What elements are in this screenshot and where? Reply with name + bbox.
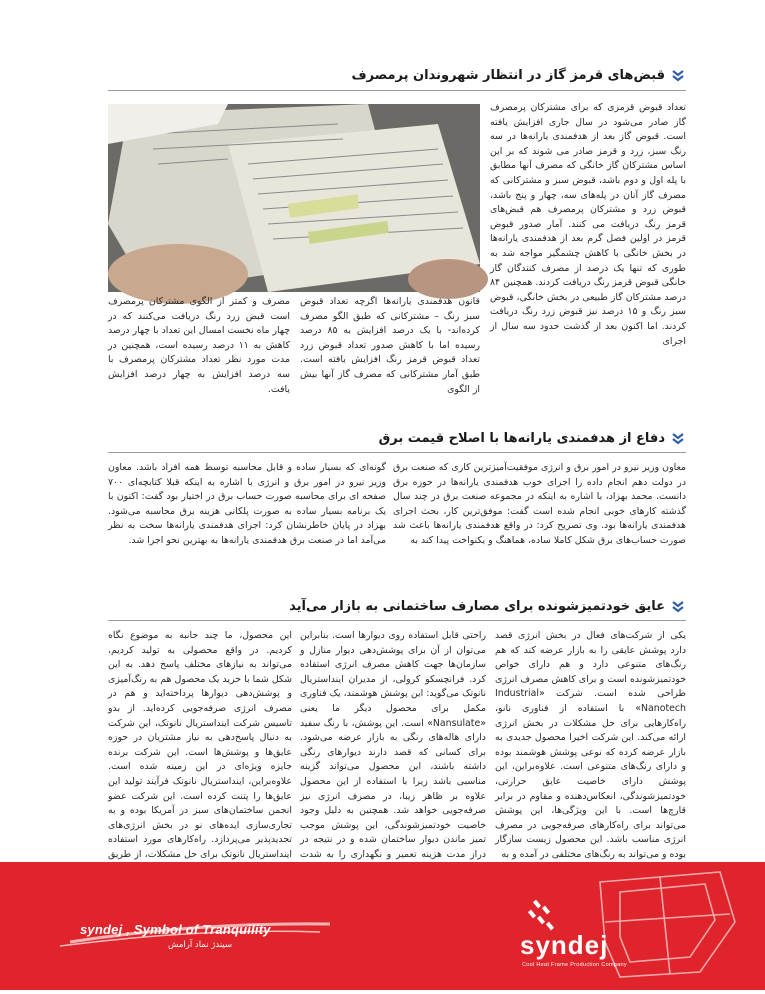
article2-title: دفاع از هدفمندی یارانه‌ها با اصلاح قیمت برق (378, 431, 665, 446)
article1-column-left: مصرف و کمتر از الگوی مشترکان پرمصرف است قبض زرد رنگ دریافت می‌کنند که در چهار ماه نخست امسال این تعداد با چهار درصد کاهش به ۱۱ درصد رسیده است، همچنین در مدت مورد نظر تعداد مشترکان پرمصرف با سه درصد افزایش به چهار درصد افزایش یافت. (108, 296, 290, 395)
footer-slogan: syndej , Symbol of Tranquility (80, 922, 271, 937)
gas-bills-photo (108, 104, 480, 292)
footer-slogan-fa: سیندژ نماد آرامش (168, 940, 233, 950)
article3-rule (108, 620, 686, 621)
article3-title: عایق خودتمیزشونده برای مصارف ساختمانی به بازار می‌آید (289, 599, 665, 614)
syndej-logo-icon (528, 900, 554, 931)
article3-column-middle: راحتی قابل استفاده روی دیوارها است. بنابراین می‌توان از آن برای پوشش‌دهی دیوار منازل و سازمان‌ها جهت کاهش مصرف انرژی استفاده کرد. فرانچسکو کرولی، از مدیران اینداستریال نانوتک می‌گوید: این پوشش هوشمند، یک فناوری مکمل برای محصول دیگر ما یعنی «Nansulate» است. این پوشش، با رنگ سفید دارای هاله‌های رنگی به بازار عرضه می‌شود. برای کسانی که قصد دارند دیوارهای رنگی داشته باشند، این محصول می‌تواند گزینه مناسبی باشد زیرا با استفاده از این محصول علاوه بر ظاهر زیبا، در مصرف انرژی نیز صرفه‌جویی خواهد شد. همچنین به دلیل وجود خاصیت خودتمیزشوندگی، این پوشش موجب تمیز ماندن دیوار ساختمان شده و در نتیجه در دراز مدت هزینه تعمیر و نگهداری را به شدت (300, 630, 486, 860)
chevron-down-icon (671, 432, 685, 446)
article1-column-middle: قانون هدفمندی یارانه‌ها اگرچه تعداد قبوض سبز رنگ – مشترکانی که طبق الگو مصرف کرده‌اند- با یک درصد افزایش به ۸۵ درصد رسیده اما با کاهش صدور تعداد قبوض زرد تعداد قبوض قرمز رنگ افزایش یافته است. طبق آمار مشترکانی که مصرف گاز آنها بیش از الگوی (300, 296, 480, 395)
article1-title: قبض‌های قرمز گاز در انتظار شهروندان پرمصرف (351, 68, 665, 83)
article2-heading (379, 431, 685, 446)
brand-subtitle: Cool Heat Frame Production Company (522, 962, 627, 968)
article2-column-middle: گونه‌ای که بسیار ساده و قابل محاسبه توسط همه افراد باشد. معاون وزیر نیرو در امور برق و انرژی با اشاره به اینکه قبلا کتابچه‌ای ۷۰۰ صفحه ای برای محاسبه صورت حساب برق در اختیار بود گفت: اکنون با یک برنامه بسیار ساده به صورت پلکانی هزینه برق محاسبه می‌شود. بهزاد در پایان خاطرنشان کرد: اجرای هدفمندی یارانه‌ها سخت به نظر می‌آمد اما در صنعت برق هدفمندی یارانه‌ها به بهترین نحو اجرا شد. (108, 462, 386, 546)
article3-heading (289, 599, 685, 614)
article1-heading (352, 68, 686, 83)
brand-logo-text: syndej (520, 930, 609, 960)
article1-rule (108, 90, 686, 91)
article1-column-right: تعداد قبوض قرمزی که برای مشترکان پرمصرف گاز صادر می‌شود در سال جاری افزایش یافته است. قبوض گاز بعد از هدفمندی یارانه‌ها در سه رنگ سبز، زرد و قرمز صادر می شوند که بر این اساس مشترکان گاز خانگی که مصرف آنها مطابق با پله اول و دوم باشد، قبوض سبز و مشترکانی که مصرف گاز آنان در پله‌های سه، چهار و پنج باشد، قبوض زرد و مشترکان پرمصرف هم قبض‌های قرمز رنگ دریافت می کنند. آمار صدور قبوض قرمز در اولین فصل گرم بعد از هدفمندی یارانه‌ها در بخش خانگی با کاهش چشمگیر مواجه شد به طوری که تنها یک درصد از مصرف کنندگان گاز خانگی قبوض قرمز رنگ دریافت کردند. همچنین ۸۴ درصد مشترکان گاز طبیعی در بخش خانگی، قبوض سبز رنگ و ۱۵ درصد نیز قبوض زرد رنگ دریافت کردند. اما اکنون بعد از گذشت حدود سه سال از اجرای (490, 102, 686, 347)
chevron-down-icon (671, 600, 685, 614)
article3-column-right: یکی از شرکت‌های فعال در بخش انرژی قصد دارد پوشش عایقی را به بازار عرضه کند که هم رنگ‌های متنوعی دارد و هم دارای خواص خودتمیزشونده است و برای کاهش مصرف انرژی طراحی شده است. شرکت «Industrial Nanotech» با استفاده از فناوری نانو، راه‌کارهایی برای حل مشکلات در بخش انرژی ارائه می‌کند. این شرکت اخیرا محصول جدیدی به بازار عرضه کرده که نوعی پوشش هوشمند بوده و دارای رنگ‌های متنوعی است. علاوه‌براین، این پوشش دارای خاصیت عایق حرارتی، خودتمیزشوندگی، انعکاس‌دهنده و مقاوم در برابر قارچ‌ها است. با این ویژگی‌ها، این پوشش می‌تواند برای راه‌کارهای صرفه‌جویی در مصرف انرژی مناسب باشد. این محصول زیست سازگار بوده و می‌تواند به رنگ‌های مختلفی در آمده و به (495, 630, 686, 860)
chevron-down-icon (671, 69, 685, 83)
article3-column-left: این محصول، ما چند جانبه به موضوع نگاه کردیم. در واقع محصولی به تولید کردیم، می‌تواند به نیازهای مختلف پاسخ دهد. به این شکل شما با خرید یک محصول هم به رنگ‌آمیزی و پوشش‌دهی دیوارها پرداخته‌اید و هم در مصرف انرژی صرفه‌جویی کرده‌اید. از بدو تاسیس شرکت اینداستریال نانوتک، این شرکت به دنبال پاسخ‌دهی به نیاز مشتریان در حوزه عایق‌ها و پوشش‌ها است. این شرکت برنده جایزه ویژه‌ای در این زمینه شده است. علاوه‌براین، اینداستریال نانوتک فرآیند تولید این عایق‌ها را پتنت کرده است. این شرکت عضو انجمن ساختمان‌های سبز در آمریکا بوده و به تجاری‌سازی ایده‌های نو در بخش انرژی‌های تجدیدپذیر می‌پردازد. راه‌کارهای مورد استفاده اینداستریال نانوتک برای حل مشکلات، از طریق (108, 630, 292, 860)
article2-rule (108, 452, 686, 453)
article2-column-right: معاون وزیر نیرو در امور برق و انرژی موفقیت‌آمیزترین کاری که صنعت برق در دولت دهم انجام داده را اجرای خوب هدفمندی یارانه‌ها در حوزه برق دانست. محمد بهزاد، با اشاره به اینکه در مجموعه صنعت برق در چند سال گذشته کارهای خوبی انجام شده است گفت: موفق‌ترین کار، بحث اجرای هدفمندی یارانه‌ها بود. وی تصریح کرد: در واقع هدفمندی یارانه‌ها باعث شد صورت حساب‌های برق شکل کاملا ساده، هماهنگ و یکنواخت پیدا کند به (393, 462, 686, 546)
